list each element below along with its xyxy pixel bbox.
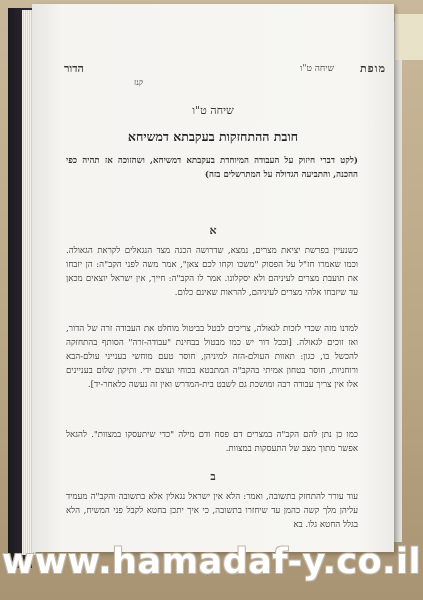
- intro-paragraph: (לקט דברי חיזוק על העבודה המיוחדת בעקבתא דמשיחא, ושהזוכה אז תהיה כפי ההכנה, והתביעה הגדולה על המתרשלים בזה): [66, 156, 358, 180]
- paragraph: עוד עורר להתחזק בתשובה, ואמר: הלא אין ישראל נגאלין אלא בתשובה והקב"ה מעמיד עליהן מלך קשה כהמן עד שיחזרו בתשובה, כי איך יתכן בחטא לקבל פני המשיח, הלא בגלל החטא גלו. בא: [66, 492, 358, 530]
- running-header: [64, 62, 386, 80]
- paragraph: כשנעיין בפרשת יציאת מצרים, נמצא, שדרושה הכנה מצד הנגאלים לקראת הגאולה. וכמו שאמרו חז"ל על הפסוק "משכו וקחו לכם צאן", אמר משה לפני הקב"ה: הן יזבחו את תועבת מצרים לעיניהם ולא יסקלונו. אמר לו הקב"ה: חייך, אין ישראל יוצאים מכאן עד שיזבחו אלהי מצרים לעיניהם, להראות שאינם כלום.: [66, 246, 358, 298]
- header-chapter: שיחה ט"ו: [300, 64, 334, 74]
- section-label: א: [209, 224, 217, 237]
- section-label: ב: [210, 470, 216, 483]
- watermark: www.hamadaf-y.co.il: [2, 542, 421, 582]
- page-title: חובת ההתחזקות בעקבתא דמשיחא: [127, 129, 299, 144]
- page-number: קנז: [134, 78, 144, 87]
- chapter-heading: שיחה ט"ו: [192, 104, 234, 117]
- book-page: [32, 4, 394, 552]
- cover-corner: [395, 14, 423, 60]
- header-series: הדור: [64, 62, 84, 75]
- paragraph: כמו כן נתן להם הקב"ה במצרים דם פסח ודם מילה "כדי שיתעסקו במצוות". להגאל אפשר מתוך מצב של התעסקות במצוות.: [66, 430, 358, 454]
- paragraph: למדנו מזה שכדי לזכות לגאולה, צריכים לבטל בביטול מוחלט את העבודה זרה של הדור, ואז זוכים לגאולה. [ובכל דור יש כמו מבטול בבחינת "עבודה-זרה" הסותף בהתחזקה להכשל בו, כגון: תאוות העולם-הזה למיניהן, חוסר טעם מוחשי בענייני עולם-הבא ורוחניות, חוסר בטחון אמיתי בהקב"ה המתבטא בכוחי ועוצם ידי. ותיקון שלום בעניינים אלו אין צריך עבודה רבה ומושכת גם לשבט בית-המדרש ואין זה נעשה כלאחר-יד].: [66, 324, 358, 390]
- header-book-title: מופת: [359, 62, 386, 75]
